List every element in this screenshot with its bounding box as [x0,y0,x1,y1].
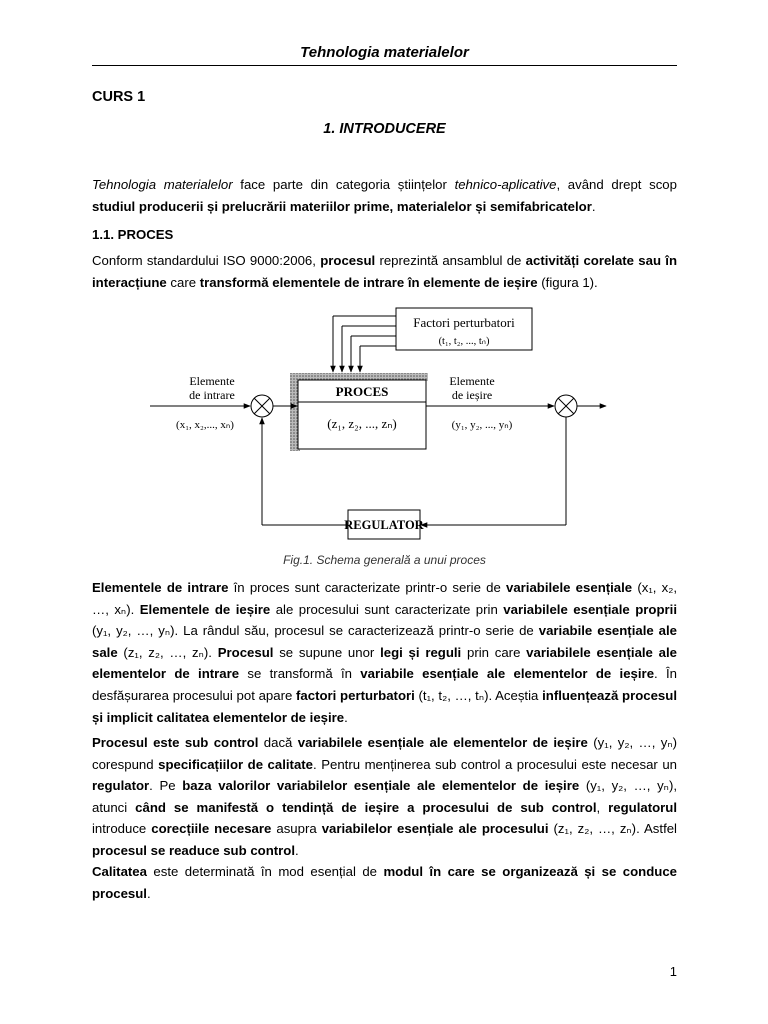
text-run: Elementele de ieșire [139,601,271,617]
input-variables: (x₁, x₂,..., xₙ) [176,419,234,431]
header-divider [92,65,677,66]
regulator-label: REGULATOR [344,518,424,532]
section-title: 1.1. PROCES [92,227,174,242]
text-run: factori perturbatori [296,687,415,703]
text-run: . [591,198,596,214]
text-run: (figura 1). [537,274,598,290]
text-run: Procesul [217,644,274,660]
text-run: specificațiilor de calitate [158,756,314,772]
intro-paragraph [92,174,677,217]
text-run: studiul producerii și prelucrării materiilor prime, materialelor și semifabricatelor [92,198,592,214]
text-run: . [146,885,151,901]
text-run: . Pentru menținerea sub control a procesului este necesar un [313,756,677,772]
control-paragraph [92,732,677,862]
text-run: . Pe [149,778,183,794]
process-box [290,373,428,451]
text-run: variabilele esențiale ale elementelor de ieșire [297,735,588,750]
output-label-line-2: de ieșire [451,388,493,402]
text-run: dacă [258,735,298,750]
text-run: Procesul este sub control [92,735,259,750]
definition-paragraph [92,250,677,293]
text-run: variabilele esențiale ale elementelor de intrare [92,644,677,682]
text-run: când se manifestă o tendință de ieșire a procesului de sub control [135,799,597,815]
text-run: variabilelor esențiale ale procesului [321,821,549,837]
text-run: procesul se readuce sub control [92,842,296,858]
text-run: . [344,709,348,725]
text-run: se transformă în [239,666,361,682]
text-run: variabilele esențiale [505,580,633,595]
factors-title: Factori perturbatori [413,315,515,330]
text-run: variabile esențiale ale sale [92,623,677,660]
disturbance-arrows [333,316,396,372]
quality-paragraph [92,861,677,904]
text-run: introduce [92,821,152,837]
text-run: (y₁, y₂, …, yₙ). La rândul său, procesul se caracterizează printr-o serie de [92,623,539,639]
disturbance-factors-box [396,308,532,350]
text-run: prin care [461,644,527,660]
text-run: este determinată în mod esențial de [146,864,384,879]
text-run: , [596,799,609,815]
text-run: . În desfășurarea procesului pot apare [92,666,678,703]
text-run: care [166,274,200,290]
text-run: modul în care se organizează și se conduce procesul [92,864,677,901]
process-variables: (z₁, z₂, ..., zₙ) [327,416,397,431]
elements-paragraph [92,577,677,728]
process-title: PROCES [335,384,389,399]
regulator-box [344,510,424,539]
text-run: . [295,842,299,858]
figure-caption: Fig.1. Schema generală a unui proces [283,553,486,567]
text-run: baza valorilor variabilelor esențiale ale elementelor de ieșire [182,778,580,794]
text-run: tehnico-aplicative [454,177,557,192]
input-summing-junction [251,395,273,417]
text-run: face parte din categoria științelor [232,177,455,192]
text-run: se supune unor [273,644,381,660]
text-run: , având drept scop [556,177,677,192]
text-run: activități corelate sau în interacțiune [92,253,677,290]
text-run: în proces sunt caracterizate printr-o serie de [228,580,506,595]
text-run: procesul [320,253,376,268]
text-run: (t₁, t₂, …, tₙ). Aceștia [414,687,543,703]
process-diagram [140,300,610,545]
text-run: corecțiile necesare [151,821,272,837]
output-variables: (y₁, y₂, ..., yₙ) [451,419,513,431]
text-run: (y₁, y₂, …, yₙ) corespund [92,735,677,772]
running-header: Tehnologia materialelor [300,44,469,61]
text-run: legi și reguli [380,644,462,660]
input-label-line-1: Elemente [189,374,235,388]
text-run: (z₁, z₂, …, zₙ). Astfel [548,821,677,837]
output-label-line-1: Elemente [449,374,495,388]
text-run: Conform standardului ISO 9000:2006, [92,253,321,268]
text-run: influențează procesul și implicit calitatea elementelor de ieșire [92,687,677,725]
text-run: Tehnologia materialelor [92,177,233,192]
text-run: (x₁, x₂, …, xₙ). [92,580,677,617]
page-number: 1 [669,964,677,979]
text-run: variabilele esențiale proprii [503,601,677,617]
text-run: regulator [92,778,150,794]
factors-variables: (t₁, t₂, ..., tₙ) [438,336,490,347]
text-run: asupra [271,821,322,837]
text-run: reprezintă ansamblul de [375,253,526,268]
text-run: Elementele de intrare [92,580,229,595]
text-run: regulatorul [608,799,677,815]
text-run: Calitatea [92,864,147,879]
input-label-line-2: de intrare [189,388,235,402]
text-run: (y₁, y₂, …, yₙ), atunci [92,778,677,815]
text-run: transformă elementele de intrare în elemente de ieșire [199,274,538,290]
text-run: ale procesului sunt caracterizate prin [270,601,504,617]
text-run: variabile esențiale ale elementelor de ieșire [360,666,655,682]
course-label: CURS 1 [92,89,146,105]
output-summing-junction [555,395,577,417]
text-run: (z₁, z₂, …, zₙ). [117,644,218,660]
chapter-title: 1. INTRODUCERE [323,121,446,137]
